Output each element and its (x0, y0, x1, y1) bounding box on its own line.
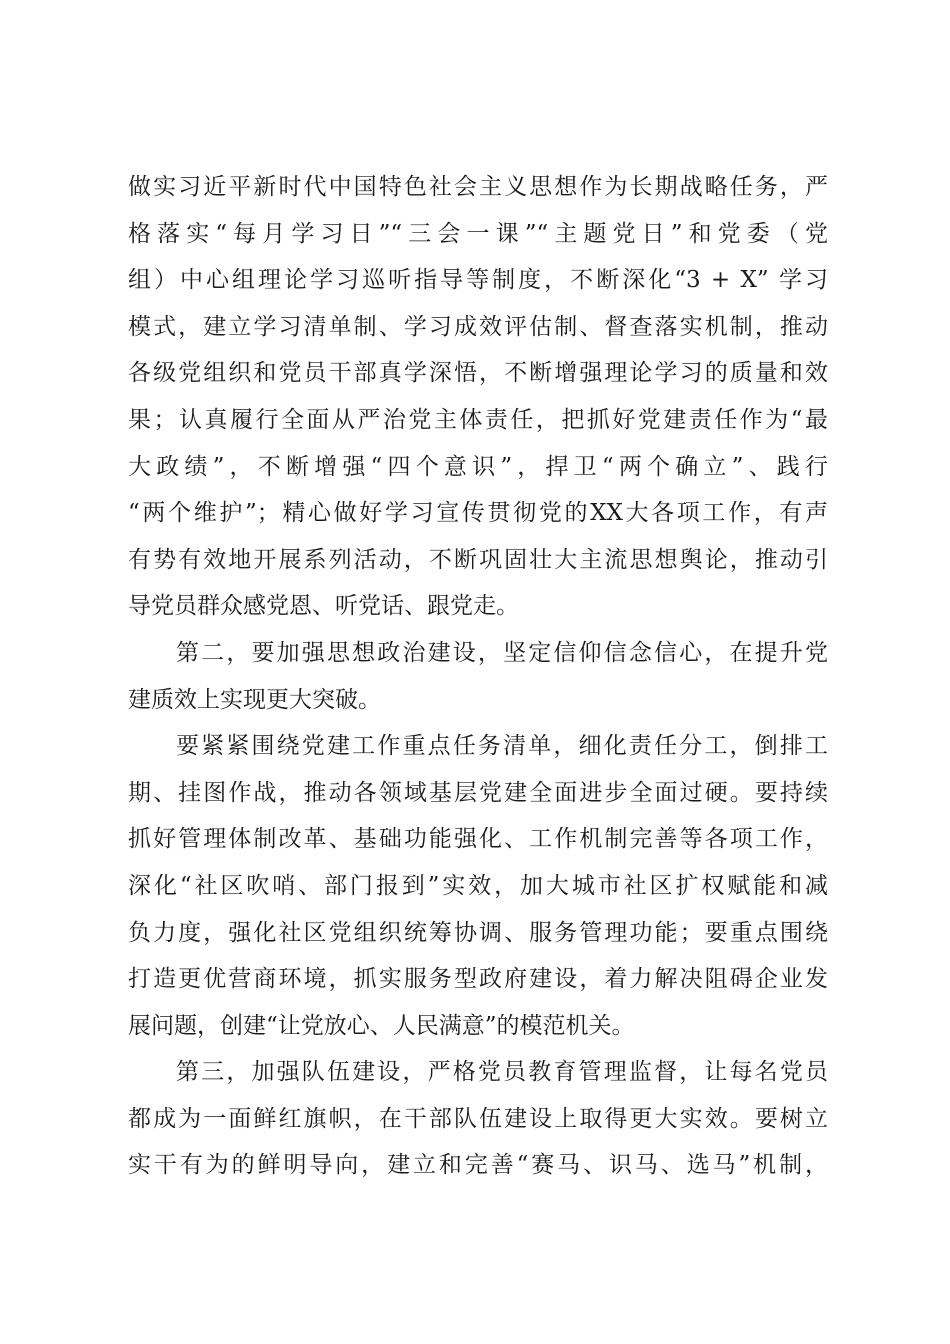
body-text (128, 164, 828, 1189)
text-line: 格落实“每月学习日”“三会一课”“主题党日”和党委（党 (128, 220, 828, 247)
text-line: 实干有为的鲜明导向，建立和完善“赛马、识马、选马”机制， (128, 1152, 828, 1179)
text-line: 大政绩”，不断增强“四个意识”，捍卫“两个确立”、践行 (128, 453, 828, 480)
text-line: 模式，建立学习清单制、学习成效评估制、督查落实机制，推动 (128, 313, 828, 340)
text-line: 负力度，强化社区党组织统筹协调、服务管理功能；要重点围绕 (128, 919, 828, 946)
section-heading-line: 第二，要加强思想政治建设，坚定信仰信念信心，在提升党 (176, 639, 828, 666)
text-line: 有势有效地开展系列活动，不断巩固壮大主流思想舆论，推动引 (128, 546, 828, 573)
text-line: “两个维护”；精心做好学习宣传贯彻党的XX大各项工作，有声 (128, 500, 828, 527)
text-line: 果；认真履行全面从严治党主体责任，把抓好党建责任作为“最 (128, 406, 828, 433)
text-line: 要紧紧围绕党建工作重点任务清单，细化责任分工，倒排工 (176, 733, 828, 760)
text-line: 导党员群众感党恩、听党话、跟党走。 (128, 593, 519, 620)
section-heading-line: 第三，加强队伍建设，严格党员教育管理监督，让每名党员 (176, 1059, 828, 1086)
text-line: 打造更优营商环境，抓实服务型政府建设，着力解决阻碍企业发 (128, 966, 828, 993)
text-line: 都成为一面鲜红旗帜，在干部队伍建设上取得更大实效。要树立 (128, 1105, 828, 1132)
text-line: 期、挂图作战，推动各领域基层党建全面进步全面过硬。要持续 (128, 779, 828, 806)
text-line: 抓好管理体制改革、基础功能强化、工作机制完善等各项工作， (128, 826, 828, 853)
text-line: 深化“社区吹哨、部门报到”实效，加大城市社区扩权赋能和减 (128, 872, 828, 899)
text-line: 做实习近平新时代中国特色社会主义思想作为长期战略任务，严 (128, 174, 828, 200)
text-line: 各级党组织和党员干部真学深悟，不断增强理论学习的质量和效 (128, 360, 828, 387)
text-line: 组）中心组理论学习巡听指导等制度，不断深化“3 + X” 学习 (128, 267, 828, 294)
text-line: 展问题，创建“让党放心、人民满意”的模范机关。 (128, 1012, 635, 1039)
section-heading-line: 建质效上实现更大突破。 (128, 686, 381, 713)
